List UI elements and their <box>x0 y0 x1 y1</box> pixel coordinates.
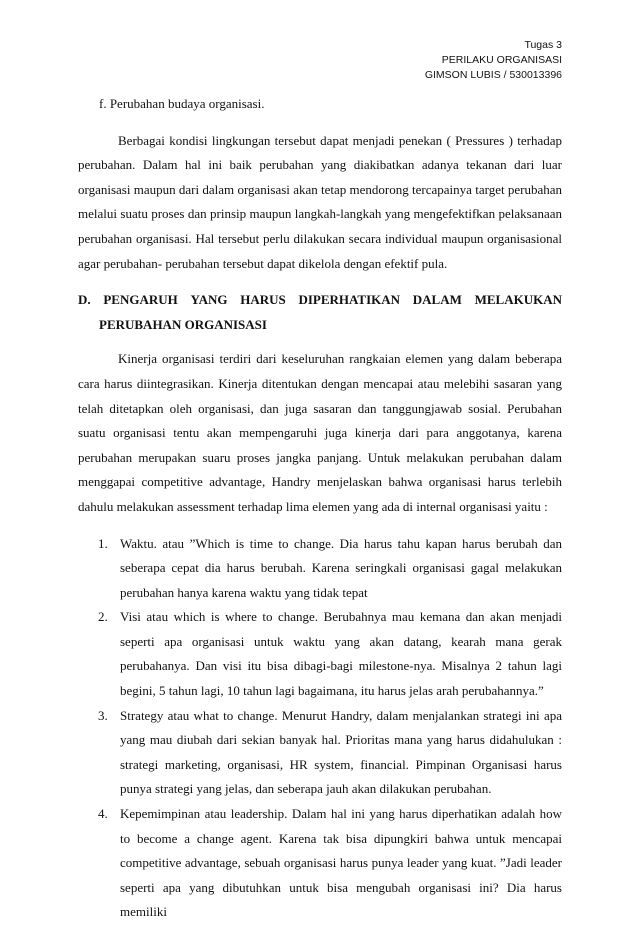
list-item <box>78 532 562 606</box>
heading-word: PENGARUH <box>103 288 177 313</box>
heading-word: YANG <box>190 288 227 313</box>
heading-word: DALAM <box>413 288 462 313</box>
paragraph-kinerja: Kinerja organisasi terdiri dari keseluruhan rangkaian elemen yang dalam beberapa cara harus diintegrasikan. Kinerja ditentukan dengan mencapai atau melebihi sasaran yang telah ditetapkan oleh organisasi, dan juga sasaran dan tanggungjawab sosial. Perubahan suatu organisasi tentu akan mempengaruhi juga kinerja dari para anggotanya, karena perubahan merupakan suaru proses jangka panjang. Untuk melakukan perubahan dalam menggapai competitive advantage, Handry menjelaskan bahwa organisasi harus terlebih dahulu melakukan assessment terhadap lima elemen yang ada di internal organisasi yaitu : <box>78 347 562 519</box>
list-text: Kepemimpinan atau leadership. Dalam hal ini yang harus diperhatikan adalah how to become a change agent. Karena tak bisa dipungkiri bahwa untuk mencapai competitive advantage, sebuah organisasi harus punya leader yang kuat. ”Jadi leader seperti apa yang dibutuhkan untuk bisa mengubah organisasi ini? Dia harus memiliki <box>120 806 562 919</box>
list-number: 2. <box>98 605 108 630</box>
section-heading-d <box>78 288 562 337</box>
list-item <box>78 605 562 703</box>
heading-line-1 <box>78 288 562 313</box>
header-author: GIMSON LUBIS / 530013396 <box>425 68 562 83</box>
list-item <box>78 802 562 925</box>
numbered-list <box>78 532 562 925</box>
list-text: Strategy atau what to change. Menurut Handry, dalam menjalankan strategi ini apa yang mau diubah dari sekian banyak hal. Prioritas mana yang harus didahulukan : strategi marketing, organisasi, HR system, financial. Pimpinan Organisasi harus punya strategi yang jelas, dan seberapa jauh akan dilakukan perubahan. <box>120 708 562 797</box>
list-number: 3. <box>98 704 108 729</box>
page-header <box>425 38 562 83</box>
paragraph-pressures: Berbagai kondisi lingkungan tersebut dapat menjadi penekan ( Pressures ) terhadap perubahan. Dalam hal ini baik perubahan yang diakibatkan adanya tekanan dari luar organisasi maupun dari dalam organisasi akan tetap mendorong tercapainya target perubahan melalui suatu proses dan prinsip maupun langkah-langkah yang mengefektifkan pelaksanaan perubahan organisasi. Hal tersebut perlu dilakukan secara individual maupun organisasional agar perubahan- perubahan tersebut dapat dikelola dengan efektif pula. <box>78 129 562 277</box>
heading-word: MELAKUKAN <box>475 288 562 313</box>
list-text: Visi atau which is where to change. Berubahnya mau kemana dan akan menjadi seperti apa organisasi untuk waktu yang akan datang, kearah mana gerak perubahanya. Dan visi itu bisa dibagi-bagi milestone-nya. Misalnya 2 tahun lagi begini, 5 tahun lagi, 10 tahun lagi bagaimana, itu harus jelas arah perubahannya.” <box>120 609 562 698</box>
header-assignment: Tugas 3 <box>425 38 562 53</box>
list-text: Waktu. atau ”Which is time to change. Dia harus tahu kapan harus berubah dan seberapa cepat dia harus berubah. Karena seringkali organisasi gagal melakukan perubahan hanya karena waktu yang tidak tepat <box>120 536 562 600</box>
sub-item-f: f. Perubahan budaya organisasi. <box>78 92 562 117</box>
document-body <box>78 92 562 925</box>
header-course: PERILAKU ORGANISASI <box>425 53 562 68</box>
list-item <box>78 704 562 802</box>
heading-word: HARUS <box>240 288 286 313</box>
heading-line-2: PERUBAHAN ORGANISASI <box>78 313 562 338</box>
heading-word: DIPERHATIKAN <box>298 288 400 313</box>
list-number: 1. <box>98 532 108 557</box>
list-number: 4. <box>98 802 108 827</box>
heading-letter: D. <box>78 288 91 313</box>
